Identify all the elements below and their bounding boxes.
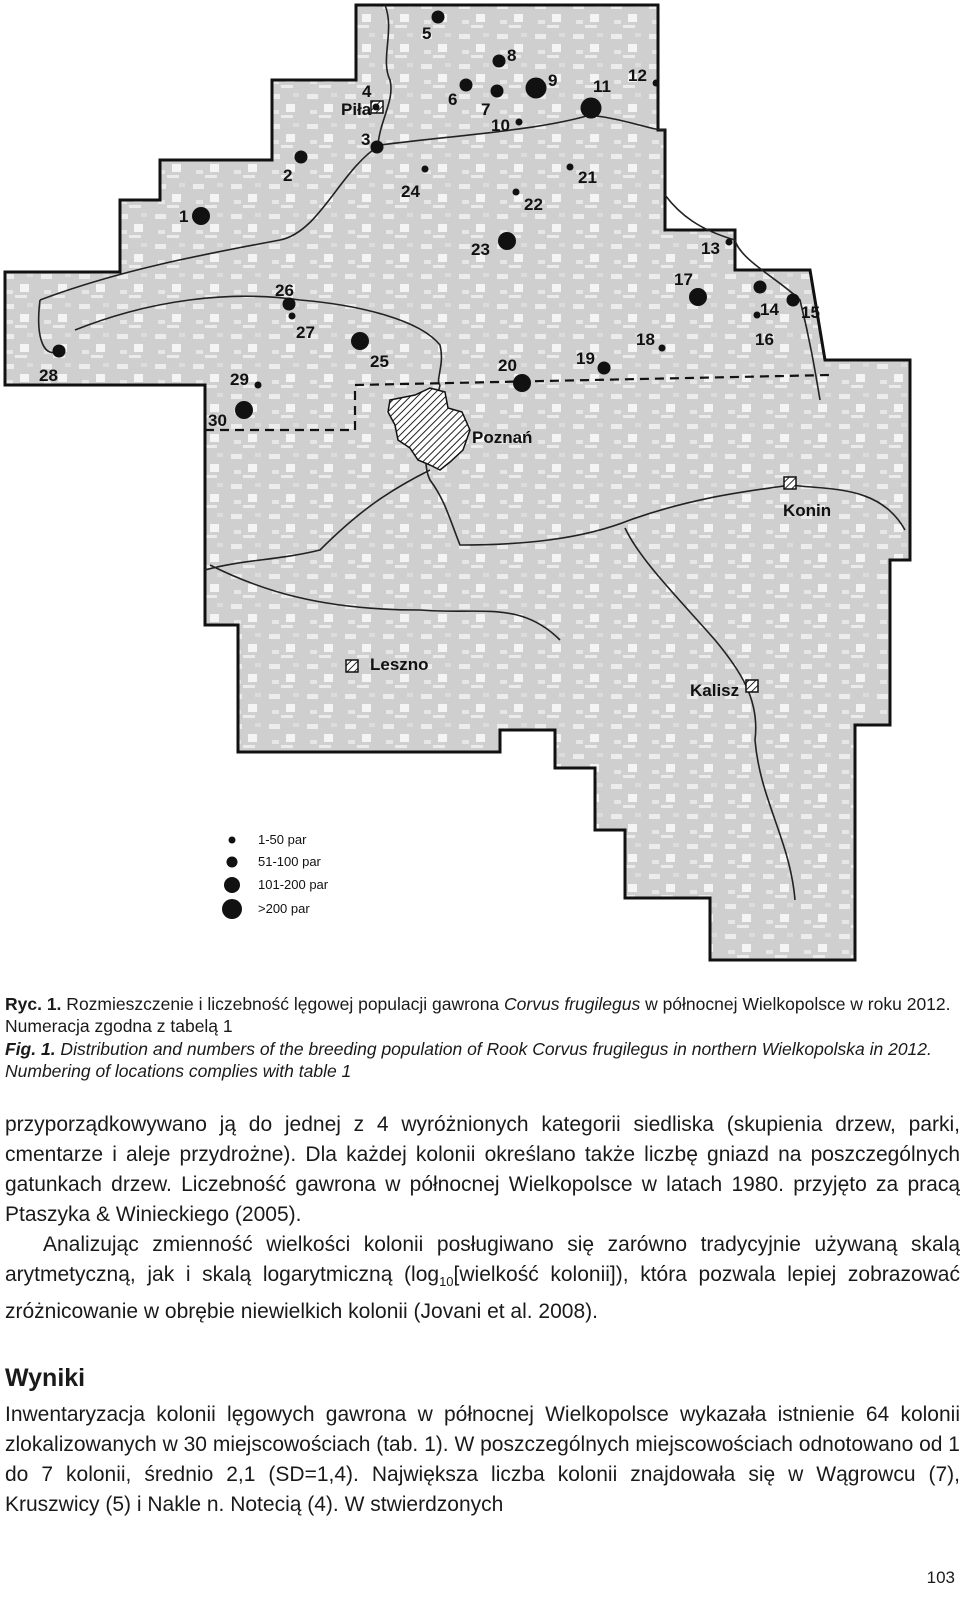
paragraph-methods-2-part-a: Analizując zmienność wielkości kolonii posługiwano się zarówno tradycyjnie używaną skalą arytmetyczną, jak i skalą logarytmiczną (log	[5, 1233, 960, 1286]
colony-marker-5	[432, 11, 445, 24]
legend-label-4: >200 par	[258, 901, 310, 916]
colony-marker-7	[491, 85, 504, 98]
colony-label-18: 18	[636, 330, 655, 349]
colony-marker-2	[295, 151, 308, 164]
caption-text-pl-1: Rozmieszczenie i liczebność lęgowej populacji gawrona	[61, 994, 505, 1014]
colony-label-2: 2	[283, 166, 293, 185]
city-label-kalisz: Kalisz	[690, 681, 740, 700]
colony-marker-29	[255, 382, 262, 389]
colony-label-1: 1	[179, 207, 189, 226]
colony-marker-12	[653, 80, 660, 87]
map-legend	[222, 832, 329, 919]
colony-marker-16	[754, 312, 761, 319]
colony-label-19: 19	[576, 349, 595, 368]
konin-marker	[784, 477, 796, 489]
caption-text-en: Distribution and numbers of the breeding population of Rook Corvus frugilegus in northern Wielkopolska in 2012. Numbering of locations complies with table 1	[5, 1039, 932, 1081]
legend-dot-3	[224, 877, 240, 893]
city-label-poznan: Poznań	[472, 428, 533, 447]
city-label-konin: Konin	[783, 501, 832, 520]
colony-marker-18	[659, 345, 666, 352]
colony-marker-19	[598, 362, 611, 375]
city-label-pila: Piła	[341, 100, 372, 119]
caption-label-en: Fig. 1.	[5, 1039, 56, 1059]
colony-label-20: 20	[498, 356, 517, 375]
colony-label-21: 21	[578, 168, 597, 187]
colony-marker-25	[351, 332, 369, 350]
caption-label-pl: Ryc. 1.	[5, 994, 62, 1014]
legend-dot-4	[222, 899, 242, 919]
colony-label-30: 30	[208, 411, 227, 430]
colony-marker-20	[513, 374, 531, 392]
paragraph-methods-1: przyporządkowywano ją do jednej z 4 wyróżnionych kategorii siedliska (skupienia drzew, parki, cmentarze i aleje przydrożne). Dla każdej kolonii określano także liczbę gniazd na poszczególnych gatunkach drzew. Liczebność gawrona w północnej Wielkopolsce w latach 1980. przyjęto za pracą Ptaszyka & Winieckiego (2005).	[5, 1113, 960, 1226]
caption-species-pl: Corvus frugilegus	[504, 994, 641, 1014]
paragraph-methods-2	[5, 1230, 960, 1327]
legend-label-3: 101-200 par	[258, 877, 329, 892]
colony-marker-11	[581, 98, 602, 119]
colony-label-4: 4	[362, 82, 372, 101]
leszno-marker	[346, 660, 358, 672]
colony-label-15: 15	[801, 303, 820, 322]
colony-marker-10	[516, 119, 523, 126]
colony-label-10: 10	[491, 116, 510, 135]
colony-marker-6	[460, 79, 473, 92]
colony-marker-17	[689, 288, 707, 306]
kalisz-marker	[746, 680, 758, 692]
colony-label-5: 5	[422, 24, 432, 43]
caption-text-pl-2: w północnej Wielkopolsce w roku 2012. Numeracja zgodna z tabelą 1	[5, 994, 951, 1036]
legend-label-2: 51-100 par	[258, 854, 321, 869]
colony-label-24: 24	[401, 182, 420, 201]
figure-caption-english	[5, 1038, 955, 1082]
colony-label-29: 29	[230, 370, 249, 389]
legend-dot-2	[227, 857, 238, 868]
colony-label-22: 22	[524, 195, 543, 214]
page-number: 103	[926, 1568, 955, 1587]
colony-label-7: 7	[481, 100, 491, 119]
colony-marker-3	[371, 141, 384, 154]
legend-dot-1	[229, 837, 236, 844]
section-heading-results: Wyniki	[5, 1364, 86, 1392]
colony-label-9: 9	[548, 71, 558, 90]
legend-label-1: 1-50 par	[258, 832, 307, 847]
paragraph-methods-2-part-b: [wielkość kolonii]), która pozwala lepiej zobrazować zróżnicowanie w obrębie niewielkich kolonii (Jovani et al. 2008).	[5, 1263, 960, 1324]
colony-label-23: 23	[471, 240, 490, 259]
colony-marker-14	[754, 281, 767, 294]
colony-label-17: 17	[674, 270, 693, 289]
colony-marker-9	[526, 78, 547, 99]
colony-label-16: 16	[755, 330, 774, 349]
colony-marker-30	[235, 401, 253, 419]
colony-label-12: 12	[628, 66, 647, 85]
colony-label-27: 27	[296, 323, 315, 342]
colony-marker-13	[726, 239, 733, 246]
paragraph-results: Inwentaryzacja kolonii lęgowych gawrona w północnej Wielkopolsce wykazała istnienie 64 kolonii zlokalizowanych w 30 miejscowościach (tab. 1). W poszczególnych miejscowościach odnotowano od 1 do 7 kolonii, średnio 2,1 (SD=1,4). Największa liczba kolonii znajdowała się w Wągrowcu (7), Kruszwicy (5) i Nakle n. Notecią (4). W stwierdzonych	[5, 1403, 960, 1516]
colony-marker-4	[373, 104, 380, 111]
colony-marker-27	[289, 313, 296, 320]
colony-label-25: 25	[370, 352, 389, 371]
colony-label-26: 26	[275, 281, 294, 300]
city-label-leszno: Leszno	[370, 655, 429, 674]
colony-marker-23	[498, 232, 516, 250]
colony-label-3: 3	[361, 130, 371, 149]
figure-caption-polish	[5, 993, 955, 1037]
colony-label-8: 8	[507, 46, 517, 65]
colony-marker-8	[493, 55, 506, 68]
colony-label-14: 14	[760, 300, 779, 319]
colony-label-11: 11	[593, 77, 611, 96]
colony-marker-15	[787, 294, 800, 307]
colony-label-6: 6	[448, 90, 458, 109]
colony-marker-28	[53, 345, 66, 358]
colony-marker-21	[567, 164, 574, 171]
colony-label-28: 28	[39, 366, 58, 385]
colony-label-13: 13	[701, 239, 720, 258]
log-subscript: 10	[439, 1274, 454, 1290]
colony-marker-22	[513, 189, 520, 196]
colony-marker-24	[422, 166, 429, 173]
colony-marker-1	[192, 207, 210, 225]
